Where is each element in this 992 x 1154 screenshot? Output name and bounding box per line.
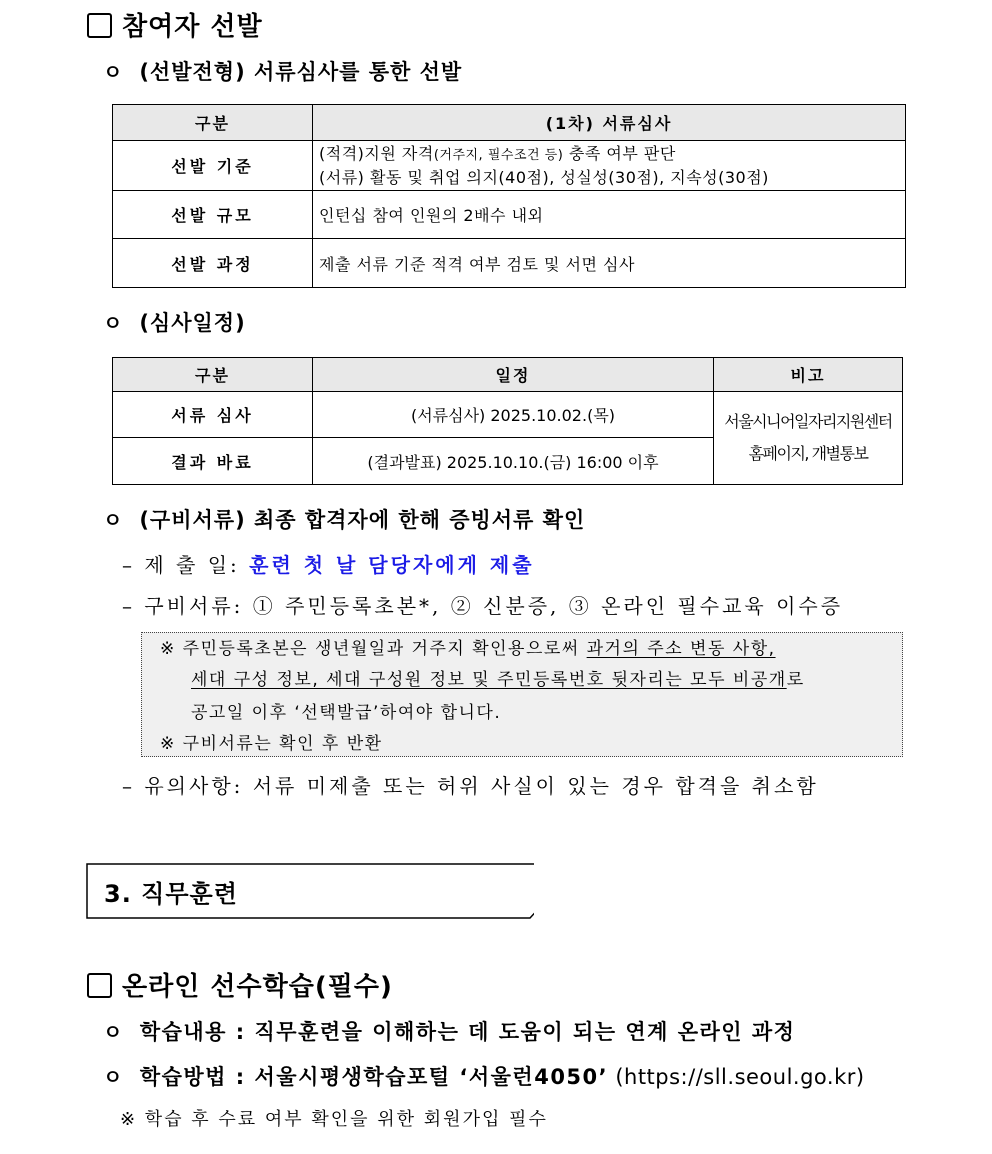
section-title-text: 온라인 선수학습(필수)	[122, 972, 393, 1002]
header-cell: 구분	[113, 105, 313, 141]
row-label: 선발 규모	[113, 191, 313, 239]
section-title-participant-selection	[87, 6, 263, 43]
checkbox-icon	[87, 13, 112, 38]
row-date: (서류심사) 2025.10.02.(목)	[313, 392, 714, 438]
row-value: 제출 서류 기준 적격 여부 검토 및 서면 심사	[313, 239, 906, 288]
submission-line: – 제 출 일: 훈련 첫 날 담당자에게 제출	[122, 553, 535, 577]
row-label: 서류 심사	[113, 392, 313, 438]
note-line-4: ※ 구비서류는 확인 후 반환	[160, 734, 383, 754]
header-cell: 일정	[313, 358, 714, 392]
table-header-row	[113, 358, 903, 392]
submission-value: 훈련 첫 날 담당자에게 제출	[249, 553, 535, 577]
schedule-table	[112, 357, 903, 485]
table-row	[113, 392, 903, 438]
header-cell: 구분	[113, 358, 313, 392]
section-title-online-learning	[87, 966, 393, 1003]
bullet-icon: ㅇ	[103, 1020, 124, 1044]
schedule-heading: ㅇ (심사일정)	[103, 311, 246, 335]
row-label: 선발 과정	[113, 239, 313, 288]
table-row	[113, 141, 906, 191]
bullet-icon: ㅇ	[103, 1065, 124, 1089]
learning-method: ㅇ 학습방법 : 서울시평생학습포털 ‘서울런4050’ (https://sll.seoul.go.kr)	[103, 1065, 865, 1089]
note-line-3: 공고일 이후 ‘선택발급’하여야 합니다.	[191, 703, 502, 723]
table-row	[113, 239, 906, 288]
section-title-text: 참여자 선발	[122, 12, 263, 42]
criteria-line-2: (서류) 활동 및 취업 의지(40점), 성실성(30점), 지속성(30점)	[319, 167, 769, 187]
row-label: 선발 기준	[113, 141, 313, 191]
criteria-line-1: (적격)지원 자격(거주지, 필수조건 등) 충족 여부 판단	[319, 143, 676, 163]
checkbox-icon	[87, 973, 112, 998]
documents-heading: ㅇ (구비서류) 최종 합격자에 한해 증빙서류 확인	[103, 508, 586, 532]
bullet-icon: ㅇ	[103, 311, 124, 335]
learning-content: ㅇ 학습내용 : 직무훈련을 이해하는 데 도움이 되는 연계 온라인 과정	[103, 1020, 796, 1044]
documents-list: – 구비서류: ① 주민등록초본*, ② 신분증, ③ 온라인 필수교육 이수증	[122, 594, 844, 618]
table-header-row	[113, 105, 906, 141]
bullet-icon: ㅇ	[103, 60, 124, 84]
selection-heading: ㅇ (선발전형) 서류심사를 통한 선발	[103, 60, 463, 84]
note-line-2: 세대 구성 정보, 세대 구성원 정보 및 주민등록번호 뒷자리는 모두 비공개로	[191, 670, 805, 690]
footnote: ※ 학습 후 수료 여부 확인을 위한 회원가입 필수	[120, 1109, 548, 1130]
header-cell: (1차) 서류심사	[313, 105, 906, 141]
table-row	[113, 191, 906, 239]
caution-line: – 유의사항: 서류 미제출 또는 허위 사실이 있는 경우 합격을 취소함	[122, 774, 819, 798]
remarks-cell: 서울시니어일자리지원센터 홈페이지, 개별통보	[714, 392, 903, 485]
selection-table	[112, 104, 906, 288]
row-value	[313, 141, 906, 191]
header-cell: 비고	[714, 358, 903, 392]
row-value: 인턴십 참여 인원의 2배수 내외	[313, 191, 906, 239]
note-line-1: ※ 주민등록초본은 생년월일과 거주지 확인용으로써 과거의 주소 변동 사항,	[160, 639, 776, 659]
bullet-icon: ㅇ	[103, 508, 124, 532]
chapter-title: 3. 직무훈련	[104, 880, 238, 908]
portal-url: (https://sll.seoul.go.kr)	[608, 1065, 865, 1089]
row-date: (결과발표) 2025.10.10.(금) 16:00 이후	[313, 438, 714, 485]
row-label: 결과 바료	[113, 438, 313, 485]
